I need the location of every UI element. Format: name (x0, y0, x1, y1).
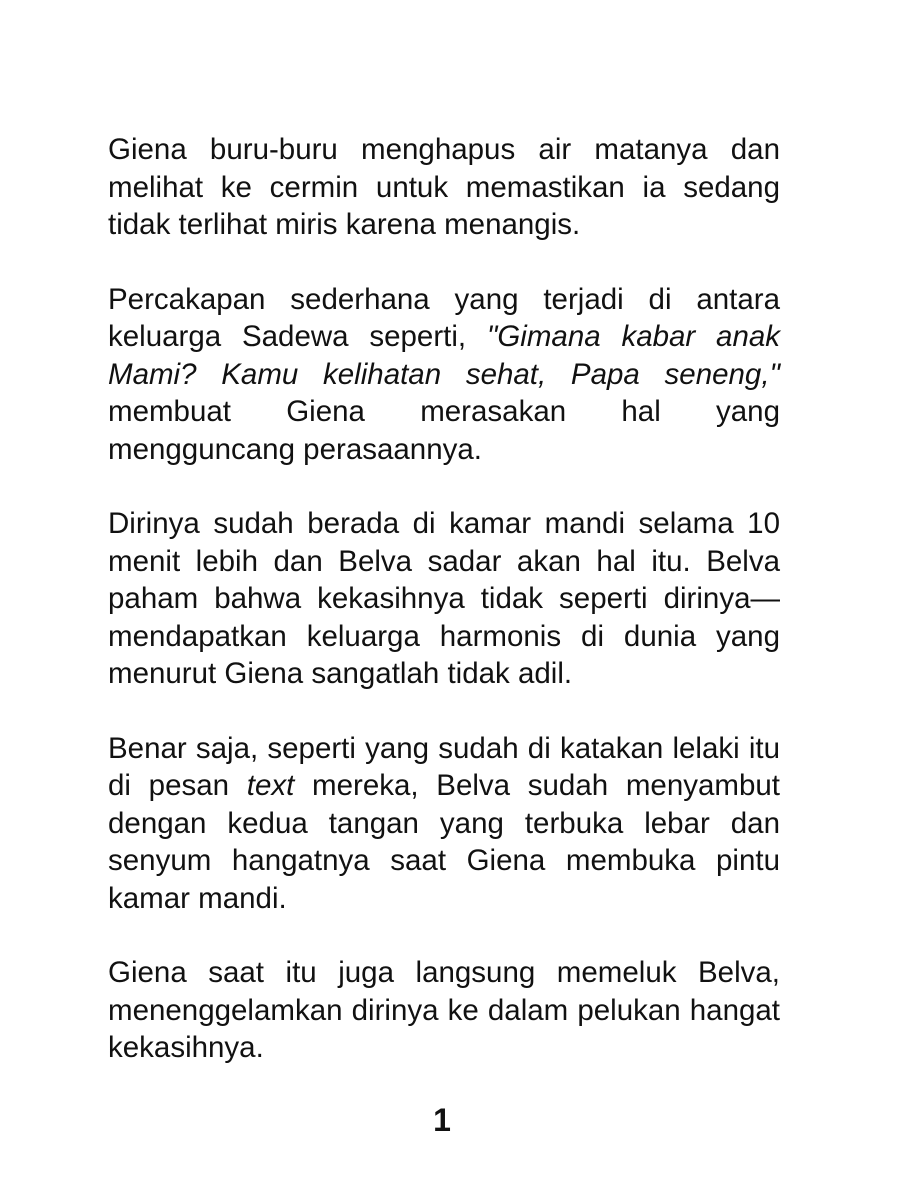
paragraph-4-text-a: Benar saja, seperti yang sudah di katakan lelaki itu di pesan (108, 731, 780, 802)
paragraph-2-text-a: Percakapan sederhana yang terjadi di antara keluarga Sadewa seperti, (108, 282, 780, 353)
paragraph-2-text-b: membuat Giena merasakan hal yang mengguncang perasaannya. (108, 395, 780, 466)
paragraph-3-text: Dirinya sudah berada di kamar mandi selama 10 menit lebih dan Belva sadar akan hal itu. Belva paham bahwa kekasihnya tidak seperti dirinya—mendapatkan keluarga harmonis di dunia yang menurut Giena sangatlah tidak adil. (108, 507, 780, 690)
paragraph-5 (108, 954, 780, 1067)
paragraph-3 (108, 505, 780, 693)
paragraph-4-text-b: mereka, Belva sudah menyambut dengan kedua tangan yang terbuka lebar dan senyum hangatnya saat Giena membuka pintu kamar mandi. (108, 769, 780, 915)
paragraph-2-dialogue: "Gimana kabar anak Mami? Kamu kelihatan sehat, Papa seneng," (108, 320, 781, 391)
document-body (108, 131, 780, 1067)
paragraph-1 (108, 131, 780, 244)
paragraph-1-text: Giena buru-buru menghapus air matanya dan melihat ke cermin untuk memastikan ia sedang tidak terlihat miris karena menangis. (108, 133, 780, 241)
paragraph-4 (108, 730, 780, 918)
paragraph-4-italic-word: text (246, 769, 295, 802)
page-number: 1 (433, 1102, 451, 1138)
paragraph-2 (108, 281, 780, 469)
paragraph-5-text: Giena saat itu juga langsung memeluk Belva, menenggelamkan dirinya ke dalam pelukan hangat kekasihnya. (108, 956, 780, 1064)
